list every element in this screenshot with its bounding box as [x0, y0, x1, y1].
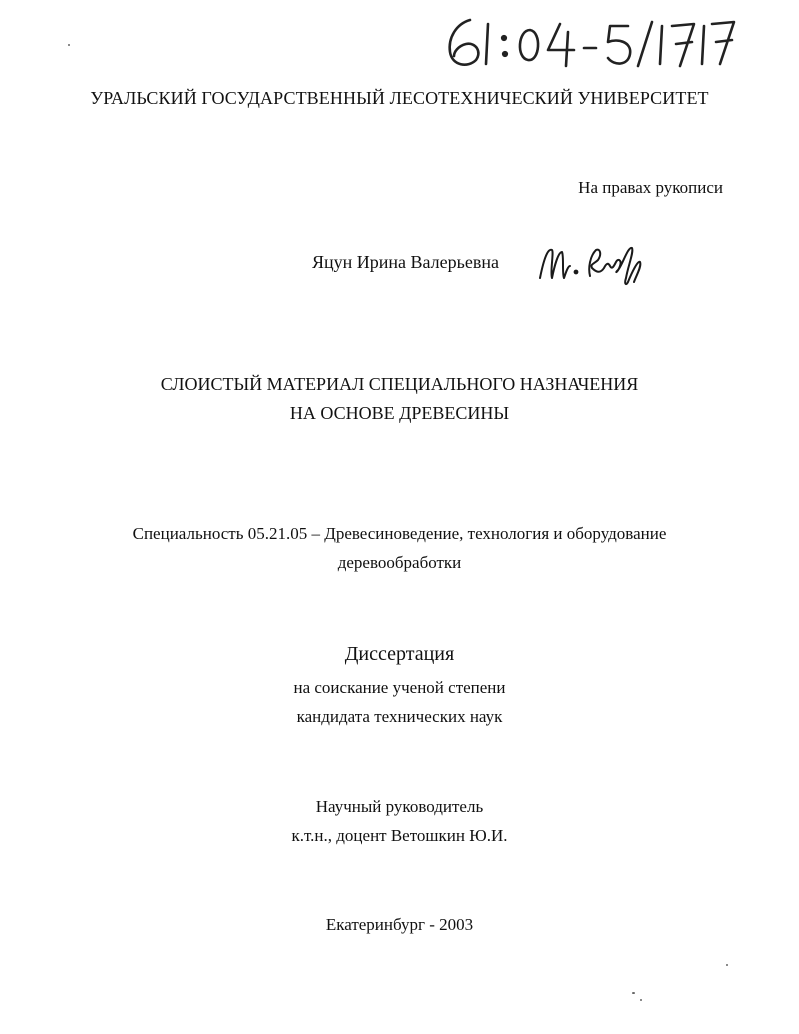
university-name: УРАЛЬСКИЙ ГОСУДАРСТВЕННЫЙ ЛЕСОТЕХНИЧЕСКИЙ УНИВЕРСИТЕТ [90, 88, 709, 108]
author-signature [534, 238, 654, 288]
city-year: Екатеринбург - 2003 [325, 915, 474, 934]
thesis-title-line-1: СЛОИСТЫЙ МАТЕРИАЛ СПЕЦИАЛЬНОГО НАЗНАЧЕНИЯ [160, 374, 639, 394]
specialty-line-1: Специальность 05.21.05 – Древесиноведение, технология и оборудование [132, 524, 667, 543]
scan-speck [632, 992, 635, 994]
scan-speck [68, 44, 70, 46]
specialty-line-2: деревообработки [337, 553, 462, 572]
degree-line-2: кандидата технических наук [296, 707, 503, 726]
manuscript-rights-note: На правах рукописи [578, 178, 723, 197]
handwritten-archive-code [438, 8, 738, 78]
author-row [312, 238, 672, 288]
thesis-title-line-2: НА ОСНОВЕ ДРЕВЕСИНЫ [289, 403, 510, 423]
document-type: Диссертация [344, 643, 455, 665]
author-name: Яцун Ирина Валерьевна [312, 252, 499, 272]
scan-speck [726, 964, 728, 966]
scan-speck [640, 999, 642, 1001]
degree-line-1: на соискание ученой степени [293, 678, 506, 697]
supervisor-name: к.т.н., доцент Ветошкин Ю.И. [291, 826, 508, 845]
supervisor-label: Научный руководитель [315, 797, 484, 816]
